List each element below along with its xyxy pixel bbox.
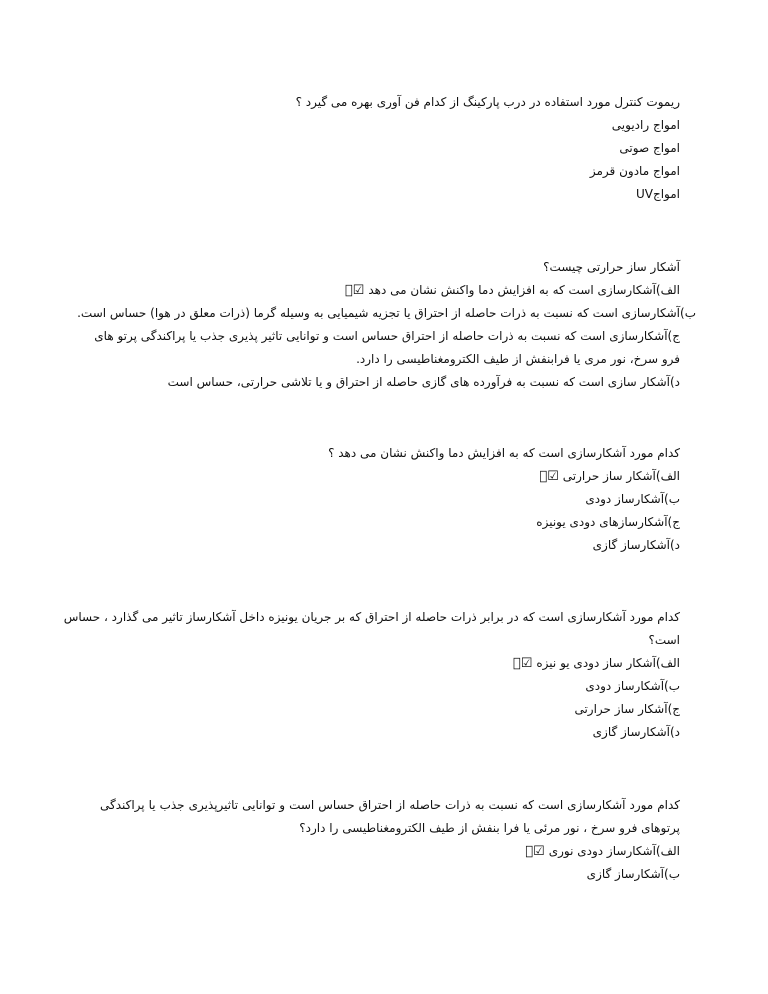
question-1-option-1: امواج رادیویی	[611, 118, 680, 132]
question-4-option-1-label: الف)آشکار ساز دودی یو نیزه	[536, 656, 680, 670]
question-3-option-4: د)آشکارساز گازی	[592, 538, 680, 552]
question-4-option-3: ج)آشکار ساز حرارتی	[574, 702, 680, 716]
question-3	[84, 442, 680, 557]
question-3-option-3: ج)آشکارسازهای دودی یونیزه	[536, 515, 680, 529]
question-2-option-4: د)آشکار سازی است که نسبت به فرآورده های گازی حاصله از احتراق و یا تلاشی حرارتی، حساس است	[167, 375, 680, 389]
question-4-option-4: د)آشکارساز گازی	[592, 725, 680, 739]
question-3-option-1-label: الف)آشکار ساز حرارتی	[562, 469, 680, 483]
question-1-option-2: امواج صوتی	[619, 141, 680, 155]
question-4-option-1	[84, 652, 680, 675]
question-3-option-1	[84, 465, 680, 488]
question-5-option-1	[84, 840, 680, 863]
question-2-option-3: ج)آشکارسازی است که نسبت به ذرات حاصله از احتراق حساس است و توانایی تاثیر پذیری جذب یا پراکندگی پرتو های فرو سرخ، نور مری یا فرابنفش از طیف الکترومغناطیسی را دارد.	[94, 329, 680, 366]
question-4-option-2: ب)آشکارساز دودی	[585, 679, 680, 693]
question-5-title: کدام مورد آشکارسازی است که نسبت به ذرات حاصله از احتراق حساس است و توانایی تاثیرپذیری جذب یا پراکندگی پرتوهای فرو سرخ ، نور مرئی یا فرا بنفش از طیف الکترومغناطیسی را دارد؟	[100, 798, 680, 835]
question-5-option-2: ب)آشکارساز گازی	[586, 867, 680, 881]
question-1-option-3: امواج مادون قرمز	[589, 164, 680, 178]
checkbox-checked-icon: ☑ ⃞	[508, 656, 533, 671]
question-2-title: آشکار ساز حرارتی چیست؟	[543, 260, 680, 274]
question-5-option-1-label: الف)آشکارساز دودی نوری	[548, 844, 680, 858]
checkbox-checked-icon: ☑ ⃞	[535, 469, 559, 484]
question-1-title: ریموت کنترل مورد استفاده در درب پارکینگ از کدام فن آوری بهره می گیرد ؟	[295, 95, 680, 109]
question-2-option-2: ب)آشکارسازی است که نسبت به ذرات حاصله از احتراق یا تجزیه شیمیایی به وسیله گرما (ذرات معلق در هوا) حساس است.	[77, 306, 696, 320]
question-3-option-2: ب)آشکارساز دودی	[585, 492, 680, 506]
question-2-option-1-label: الف)آشکارسازی است که به افزایش دما واکنش نشان می دهد	[368, 283, 680, 297]
question-4	[63, 606, 680, 744]
question-4-title: کدام مورد آشکارسازی است که در برابر ذرات حاصله از احتراق که بر جریان یونیزه داخل آشکارساز تاثیر می گذارد ، حساس است؟	[63, 610, 680, 647]
question-5	[84, 794, 680, 886]
question-2-option-1	[84, 279, 680, 302]
question-2	[77, 256, 696, 394]
question-3-title: کدام مورد آشکارسازی است که به افزایش دما واکنش نشان می دهد ؟	[328, 446, 680, 460]
checkbox-checked-icon: ☑ ⃞	[340, 283, 365, 298]
question-1	[84, 91, 680, 206]
checkbox-checked-icon: ☑ ⃞	[521, 844, 545, 859]
question-1-option-4: امواجUV	[635, 187, 680, 201]
